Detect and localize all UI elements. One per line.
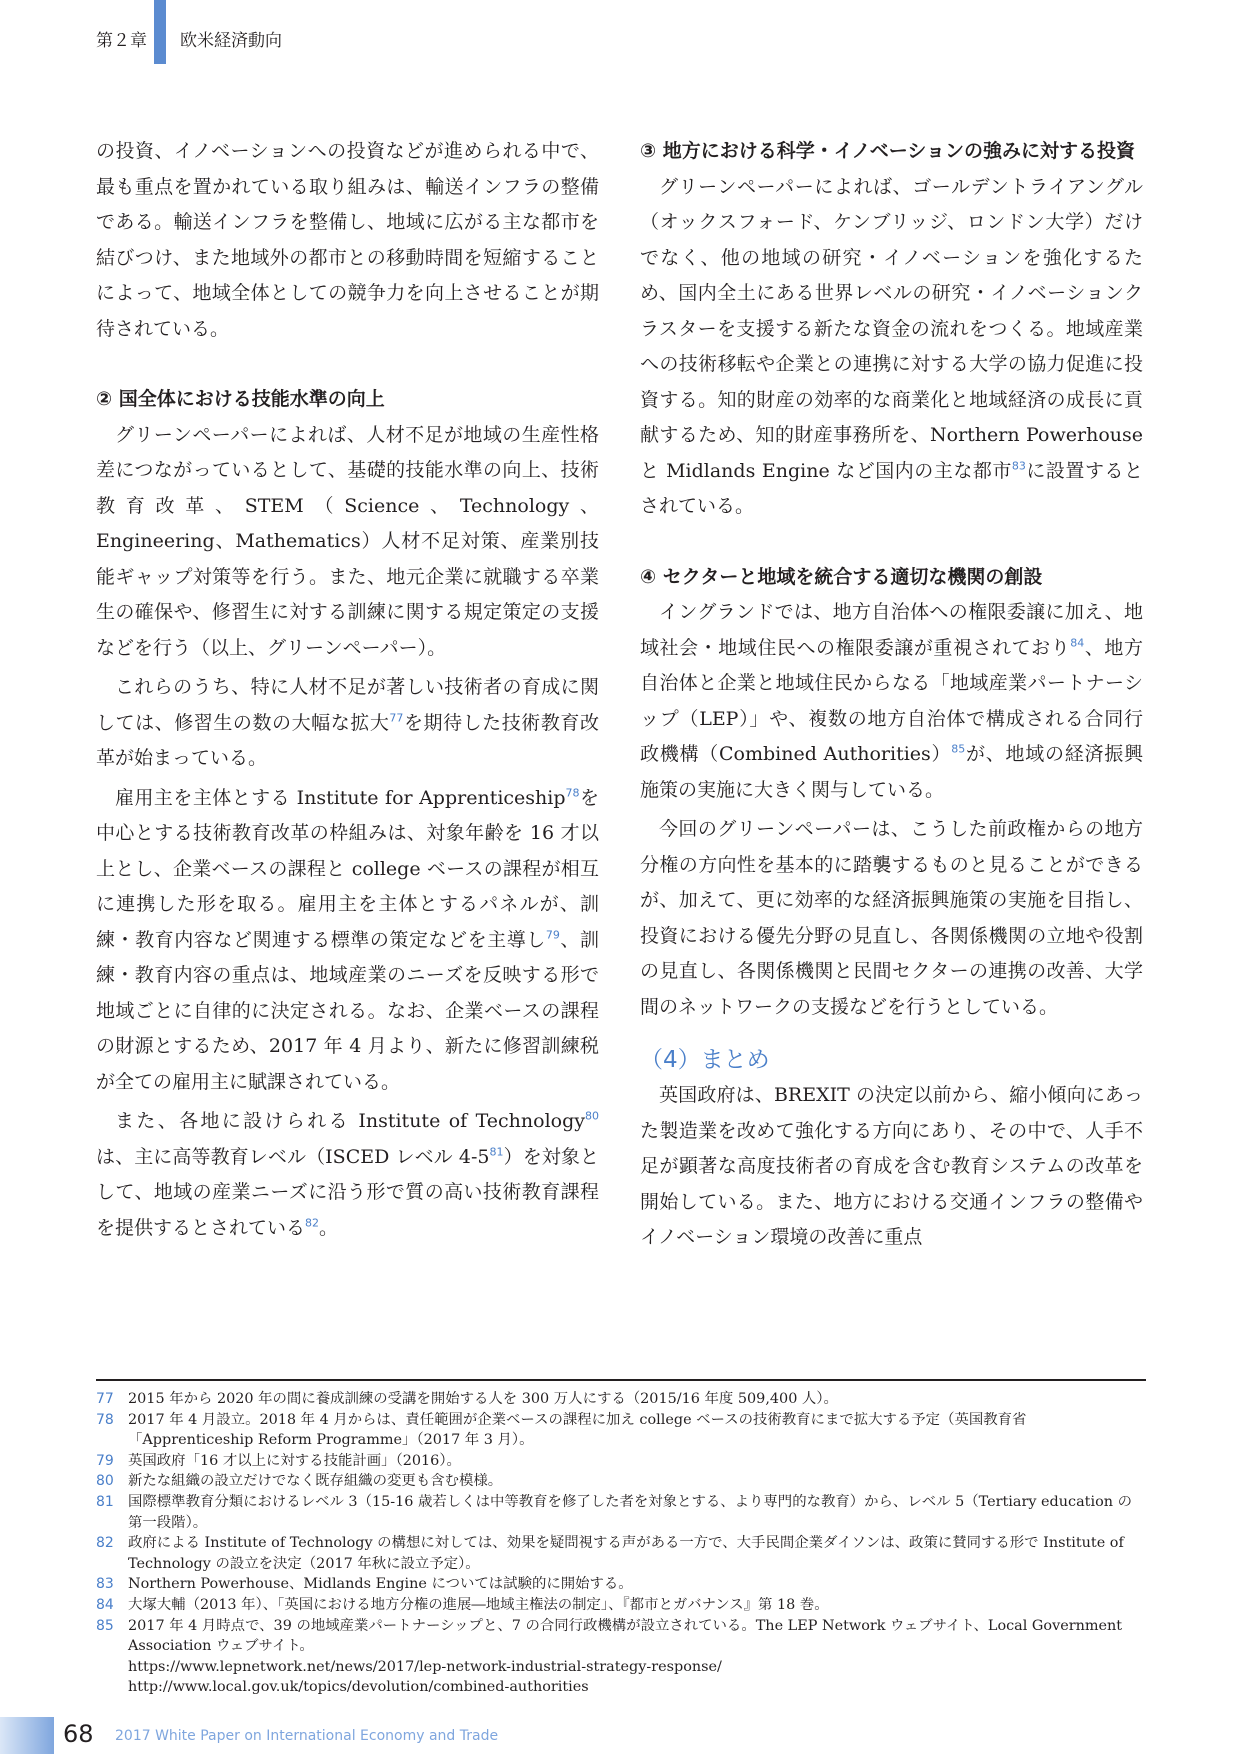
left-column (96, 134, 599, 1246)
footnote-divider (96, 1379, 1146, 1381)
footer-accent-bar (0, 1717, 54, 1754)
footnote-ref-82[interactable]: 82 (305, 1216, 320, 1230)
footnote-ref-79[interactable]: 79 (545, 928, 560, 942)
footnote-83: 83 Northern Powerhouse、Midlands Engine については試験的に開始する。 (96, 1576, 633, 1593)
left-paragraph-4: 雇用主を主体とする Institute for Apprenticeship$^{78}$を中心とする技術教育改革の枠組みは、対象年齢を 16 才以上とし、企業ベースの課程と college ベースの課程が相互に連携した形を取る。雇用主を主体とするパネルが、訓練・教育内容など関連する標準の策定などを主導し$^{79}$、訓練・教育内容の重点は、地域産業のニーズを反映する形で地域ごとに自律的に決定される。なお、企業ベースの課程の財源とするため、2017 年 4 月より、新たに修習訓練税が全ての雇用主に賦課されている。 (96, 786, 599, 1093)
footnote-url-lepnetwork[interactable]: https://www.lepnetwork.net/news/2017/lep-network-industrial-strategy-response/ (128, 1658, 722, 1675)
subheading-skills: ② 国全体における技能水準の向上 (96, 388, 385, 410)
chapter-accent-bar (154, 0, 166, 64)
footnote-80: 80 新たな組織の設立だけでなく既存組織の変更も含む模様。 (96, 1473, 503, 1490)
footnotes (96, 1389, 1146, 1698)
footnote-81: 81 国際標準教育分類におけるレベル 3（15-16 歳若しくは中等教育を修了した者を対象とする、より専門的な教育）から、レベル 5（Tertiary education の第一段階）。 (96, 1493, 1132, 1531)
footnote-ref-80[interactable]: 80 (585, 1109, 599, 1123)
footnote-ref-81[interactable]: 81 (489, 1145, 504, 1159)
footnote-ref-83[interactable]: 83 (1011, 459, 1026, 473)
chapter-title: 欧米経済動向 (180, 31, 282, 51)
publication-title: 2017 White Paper on International Economy and Trade (115, 1728, 499, 1744)
section-heading-summary: （4）まとめ (640, 1047, 770, 1073)
footnote-85: 85 2017 年 4 月時点で、39 の地域産業パートナーシップと、7 の合同行政機構が設立されている。The LEP Network ウェブサイト、Local Government Association ウェブサイト。 (96, 1617, 1123, 1655)
left-paragraph-3: これらのうち、特に人材不足が著しい技術者の育成に関しては、修習生の数の大幅な拡大$^{77}$を期待した技術教育改革が始まっている。 (96, 676, 599, 769)
left-paragraph-5: また、各地に設けられる Institute of Technology$^{80}$は、主に高等教育レベル（ISCED レベル $4-5^{81}$）を対象として、地域の産業ニーズに沿う形で質の高い技術教育課程を提供するとされている$^{82}$。 (96, 1109, 599, 1239)
footnote-78: 78 2017 年 4 月設立。2018 年 4 月からは、責任範囲が企業ベースの課程に加え college ベースの技術教育にまで拡大する予定（英国教育省「Apprenticeship Reform Programme」（2017 年 3 月）。 (96, 1411, 1027, 1449)
left-paragraph-1: の投資、イノベーションへの投資などが進められる中で、最も重点を置かれている取り組みは、輸送インフラの整備である。輸送インフラを整備し、地域に広がる主な都市を結びつけ、また地域外の都市との移動時間を短縮することによって、地域全体としての競争力を向上させることが期待されている。 (96, 140, 599, 340)
footnote-ref-77[interactable]: 77 (389, 711, 404, 725)
left-paragraph-2: グリーンペーパーによれば、人材不足が地域の生産性格差につながっているとして、基礎的技能水準の向上、技術教育改革、STEM（Science、Technology、Engineering、Mathematics）人材不足対策、産業別技能ギャップ対策等を行う。また、地元企業に就職する卒業生の確保や、修習生に対する訓練に関する規定策定の支援などを行う（以上、グリーンペーパー）。 (96, 423, 599, 659)
footnote-ref-84[interactable]: 84 (1070, 636, 1085, 650)
subheading-institutions: ④ セクターと地域を統合する適切な機関の創設 (640, 565, 1043, 588)
right-column (640, 134, 1143, 1256)
chapter-number: 第２章 (96, 31, 147, 51)
footnote-84: 84 大塚大輔（2013 年）、「英国における地方分権の進展―地域主権法の制定」、『都市とガバナンス』第 18 巻。 (96, 1596, 829, 1613)
footnote-ref-78[interactable]: 78 (565, 786, 580, 800)
footnote-79: 79 英国政府「16 才以上に対する技能計画」（2016）。 (96, 1452, 461, 1469)
page-number: 68 (63, 1720, 94, 1748)
footnote-ref-85[interactable]: 85 (951, 742, 966, 756)
right-paragraph-4: 英国政府は、BREXIT の決定以前から、縮小傾向にあった製造業を改めて強化する方向にあり、その中で、人手不足が顕著な高度技術者の育成を含む教育システムの改革を開始している。また、地方における交通インフラの整備やイノベーション環境の改善に重点 (640, 1084, 1143, 1248)
footnote-77: 77 2015 年から 2020 年の間に養成訓練の受講を開始する人を 300 万人にする（2015/16 年度 509,400 人）。 (96, 1391, 838, 1407)
right-paragraph-2: イングランドでは、地方自治体への権限委譲に加え、地域社会・地域住民への権限委譲が重視されており$^{84}$、地方自治体と企業と地域住民からなる「地域産業パートナーシップ（LEP）」や、複数の地方自治体で構成される合同行政機構（Combined Authorities）$^{85}$が、地域の経済振興施策の実施に大きく関与している。 (640, 601, 1143, 801)
subheading-science-innovation: ③ 地方における科学・イノベーションの強みに対する投資 (640, 140, 1136, 162)
footnote-url-localgov[interactable]: http://www.local.gov.uk/topics/devolution/combined-authorities (128, 1679, 589, 1696)
right-paragraph-1: グリーンペーパーによれば、ゴールデントライアングル（オックスフォード、ケンブリッジ、ロンドン大学）だけでなく、他の地域の研究・イノベーションを強化するため、国内全土にある世界レベルの研究・イノベーションクラスターを支援する新たな資金の流れをつくる。地域産業への技術移転や企業との連携に対する大学の協力促進に投資する。知的財産の効率的な商業化と地域経済の成長に貢献するため、知的財産事務所を、Northern Powerhouse と Midlands Engine など国内の主な都市$^{83}$に設置するとされている。 (640, 175, 1143, 517)
right-paragraph-3: 今回のグリーンペーパーは、こうした前政権からの地方分権の方向性を基本的に踏襲するものと見ることができるが、加えて、更に効率的な経済振興施策の実施を目指し、投資における優先分野の見直し、各関係機関の立地や役割の見直し、各関係機関と民間セクターの連携の改善、大学間のネットワークの支援などを行うとしている。 (640, 818, 1143, 1018)
footnote-82: 82 政府による Institute of Technology の構想に対しては、効果を疑問視する声がある一方で、大手民間企業ダイソンは、政策に賛同する形で Institute of Technology の設立を決定（2017 年秋に設立予定）。 (96, 1535, 1124, 1572)
